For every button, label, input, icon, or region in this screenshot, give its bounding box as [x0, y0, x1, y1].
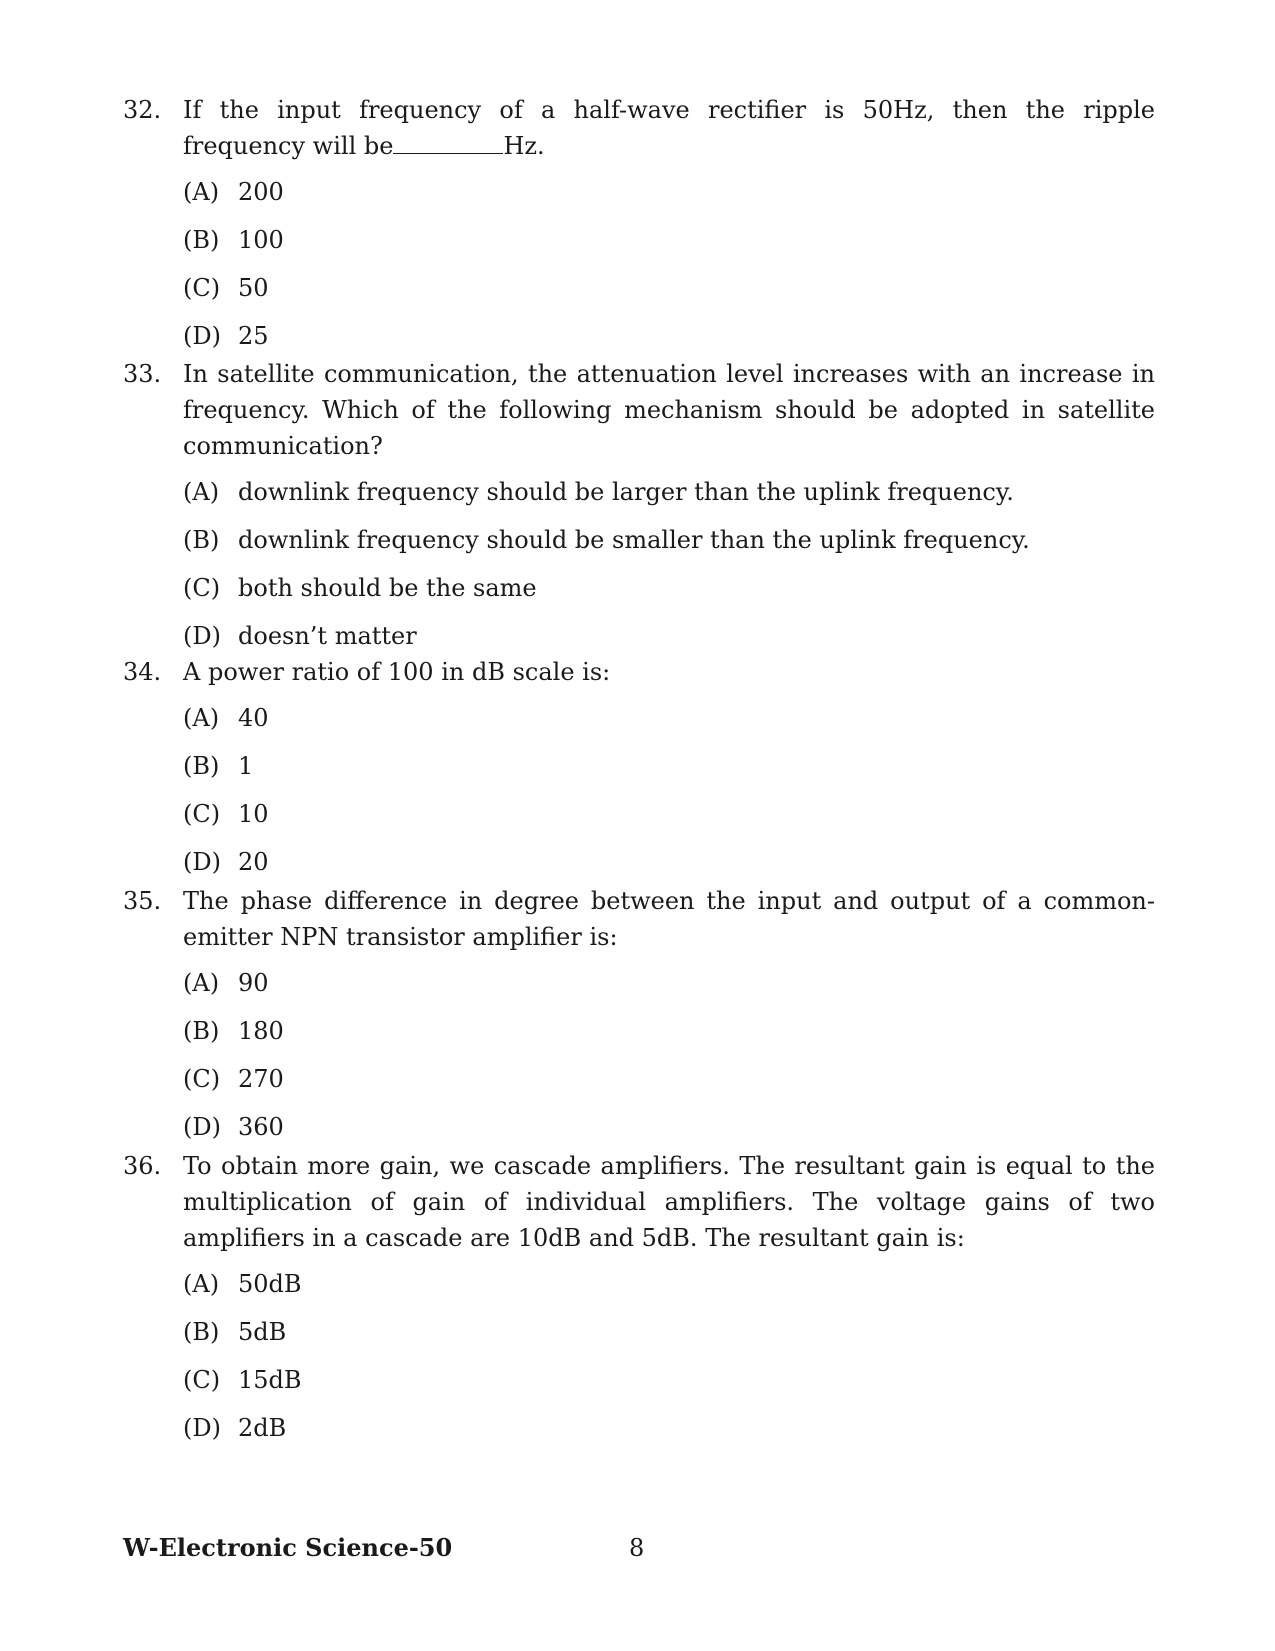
question-35 [123, 883, 1155, 1157]
question-text: A power ratio of 100 in dB scale is: [183, 658, 611, 686]
option-b: (B) 180 [183, 1017, 284, 1045]
footer-title: W-Electronic Science-50 [123, 1533, 453, 1562]
options-list [123, 174, 1155, 354]
option-d: (D) 2dB [183, 1414, 287, 1442]
option-a: (A) 90 [183, 969, 269, 997]
question-number: 32. [123, 96, 162, 124]
option-c: (C) 15dB [183, 1366, 302, 1394]
question-33 [123, 356, 1155, 666]
question-text: The phase difference in degree between the input and output of a common-emitter NPN transistor amplifier is: [183, 887, 1155, 951]
question-number: 35. [123, 887, 162, 915]
option-a: (A) downlink frequency should be larger than the uplink frequency. [183, 478, 1014, 506]
option-d: (D) 360 [183, 1113, 284, 1141]
question-number: 33. [123, 360, 162, 388]
question-text: In satellite communication, the attenuation level increases with an increase in frequency. Which of the following mechanism should be adopted in satellite communication? [183, 360, 1155, 460]
question-number: 34. [123, 658, 162, 686]
option-d: (D) doesn’t matter [183, 622, 417, 650]
option-b: (B) downlink frequency should be smaller than the uplink frequency. [183, 526, 1030, 554]
option-a: (A) 50dB [183, 1270, 302, 1298]
question-text: If the input frequency of a half-wave rectifier is 50Hz, then the ripple frequency will be Hz. [183, 96, 1155, 160]
option-b: (B) 100 [183, 226, 284, 254]
option-c: (C) 10 [183, 800, 269, 828]
options-list [123, 1266, 1155, 1446]
options-list [123, 474, 1155, 654]
question-32 [123, 92, 1155, 366]
question-number: 36. [123, 1152, 162, 1180]
option-a: (A) 40 [183, 704, 269, 732]
option-c: (C) 270 [183, 1065, 284, 1093]
option-d: (D) 20 [183, 848, 269, 876]
options-list [123, 965, 1155, 1145]
option-c: (C) 50 [183, 274, 269, 302]
option-b: (B) 5dB [183, 1318, 287, 1346]
option-d: (D) 25 [183, 322, 269, 350]
options-list [123, 700, 1155, 880]
question-34 [123, 654, 1155, 892]
answer-blank [393, 131, 503, 154]
option-b: (B) 1 [183, 752, 254, 780]
option-a: (A) 200 [183, 178, 284, 206]
option-c: (C) both should be the same [183, 574, 537, 602]
question-text: To obtain more gain, we cascade amplifiers. The resultant gain is equal to the multiplication of gain of individual amplifiers. The voltage gains of two amplifiers in a cascade are 10dB and 5dB. The resultant gain is: [183, 1152, 1155, 1252]
question-36 [123, 1148, 1155, 1458]
page-number: 8 [629, 1534, 645, 1562]
